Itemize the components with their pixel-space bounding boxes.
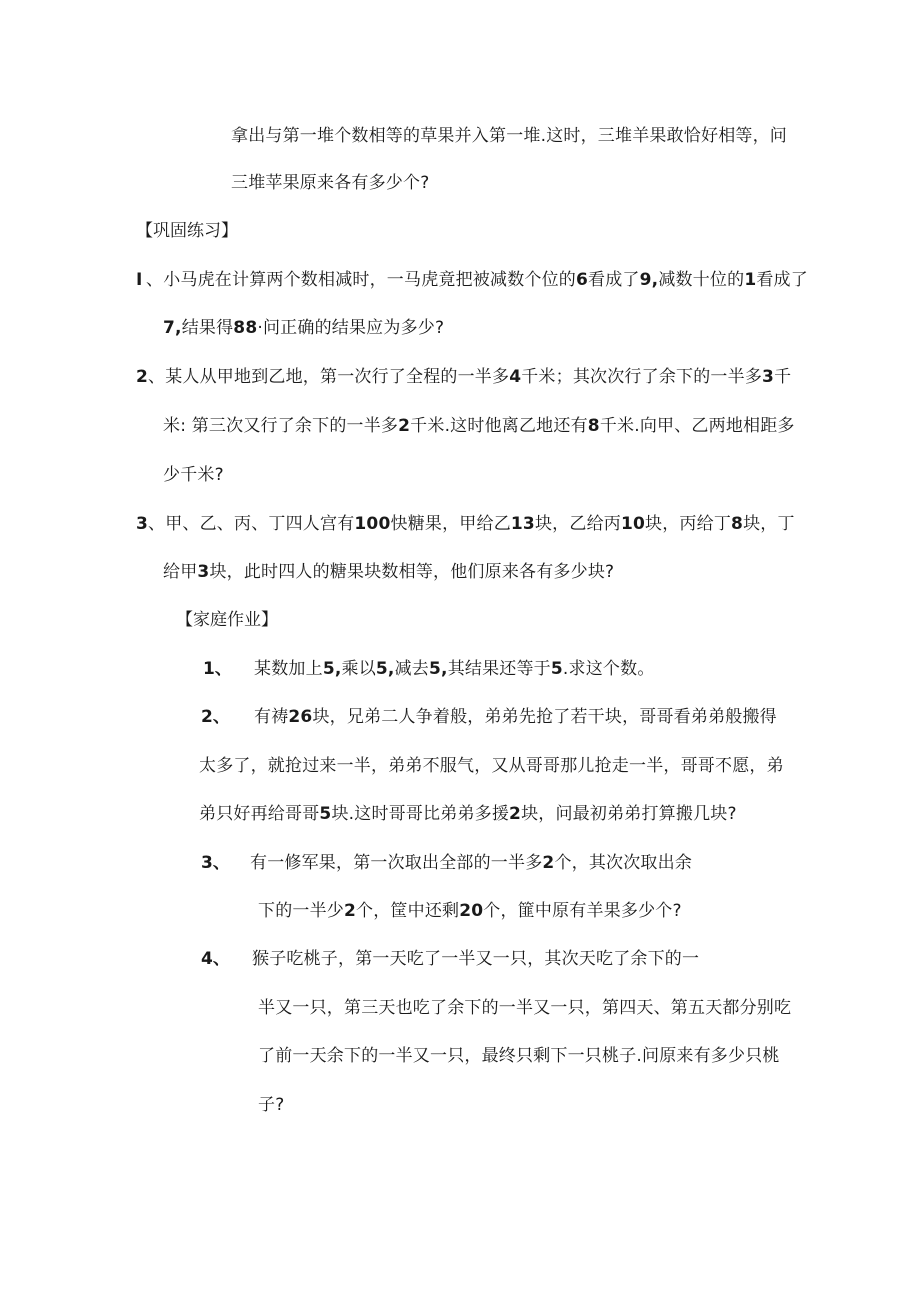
homework-title: 【家庭作业】 bbox=[176, 610, 278, 630]
exercise-3-line-1: 、甲、乙、丙、丁四人宫有100快糖果，甲给乙13块，乙给丙10块，丙给丁8块，丁 bbox=[148, 514, 795, 534]
homework-3-line-2: 下的一半少2个，筐中还剩20个，篚中原有羊果多少个? bbox=[258, 901, 682, 921]
exercise-2-label: 2 bbox=[136, 367, 148, 387]
homework-1-line-1: 某数加上5,乘以5,减去5,其结果还等于5.求这个数。 bbox=[254, 659, 655, 679]
exercise-2-line-2: 米: 第三次又行了余下的一半多2千米.这时他离乙地还有8千米.向甲、乙两地相距多 bbox=[163, 416, 795, 436]
homework-3-label: 3、 bbox=[201, 853, 230, 873]
exercise-3-line-2: 给甲3块，此时四人的糖果块数相等，他们原来各有多少块? bbox=[163, 562, 615, 582]
homework-2-line-2: 太多了，就抢过来一半，弟弟不服气，又从哥哥那儿抢走一半，哥哥不愿，弟 bbox=[199, 756, 784, 776]
homework-4-line-1: 猴子吃桃子，第一天吃了一半又一只，其次天吃了余下的一 bbox=[252, 949, 700, 969]
homework-4-line-4: 子? bbox=[258, 1095, 285, 1115]
exercise-2-line-3: 少千米? bbox=[163, 465, 224, 485]
exercise-1-label: I bbox=[136, 270, 143, 290]
exercise-2-line-1: 、某人从甲地到乙地，第一次行了全程的一半多4千米；其次次行了余下的一半多3千 bbox=[148, 367, 792, 387]
exercise-1-line-1: 、小马虎在计算两个数相减时，一马虎竟把被减数个位的6看成了9,减数十位的1看成了 bbox=[146, 270, 808, 290]
exercise-3-label: 3 bbox=[136, 514, 148, 534]
consolidation-title: 【巩固练习】 bbox=[136, 221, 238, 241]
homework-1-label: 1、 bbox=[203, 659, 232, 679]
homework-3-line-1: 有一修军果，第一次取出全部的一半多2个，其次次取出余 bbox=[250, 853, 693, 873]
intro-line-2: 三堆苹果原来各有多少个? bbox=[231, 173, 430, 193]
homework-4-line-2: 半又一只，第三天也吃了余下的一半又一只，第四天、第五天都分别吃 bbox=[258, 998, 792, 1018]
intro-line-1: 拿出与第一堆个数相等的草果并入第一堆.这时，三堆羊果敢恰好相等，问 bbox=[231, 126, 788, 146]
homework-2-label: 2、 bbox=[201, 707, 230, 727]
homework-2-line-3: 弟只好再给哥哥5块.这时哥哥比弟弟多援2块，问最初弟弟打算搬几块? bbox=[199, 804, 737, 824]
exercise-1-line-2: 7,结果得88·问正确的结果应为多少? bbox=[163, 318, 445, 338]
homework-2-line-1: 有祷26块，兄弟二人争着般，弟弟先抢了若干块，哥哥看弟弟般搬得 bbox=[254, 707, 777, 727]
homework-4-label: 4、 bbox=[201, 949, 230, 969]
homework-4-line-3: 了前一天余下的一半又一只，最终只剩下一只桃子.问原来有多少只桃 bbox=[258, 1046, 780, 1066]
